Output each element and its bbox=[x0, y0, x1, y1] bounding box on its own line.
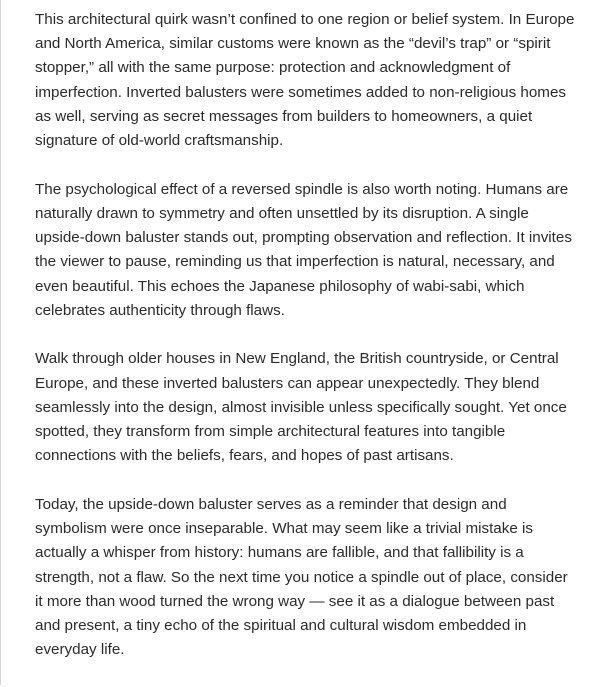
article-body bbox=[35, 8, 575, 687]
paragraph-regional-customs: This architectural quirk wasn’t confined to one region or belief system. In Europe and North America, similar customs were known as the “devil’s trap” or “spirit stopper,” all with the same purpose: protection and acknowledgment of imperfection. Inverted balusters were sometimes added to non-religious homes as well, serving as secret messages from builders to homeowners, a quiet signature of old-world craftsmanship. bbox=[35, 11, 575, 150]
paragraph-older-houses: Walk through older houses in New England, the British countryside, or Central Europe, and these inverted balusters can appear unexpectedly. They blend seamlessly into the design, almost invisible unless specifically sought. Yet once spotted, they transform from simple architectural features into tangible connections with the beliefs, fears, and hopes of past artisans. bbox=[35, 350, 567, 465]
paragraph-conclusion: Today, the upside-down baluster serves as a reminder that design and symbolism were once inseparable. What may seem like a trivial mistake is actually a whisper from history: humans are fallible, and that fallibility is a strength, not a flaw. So the next time you notice a spindle out of place, consider it more than wood turned the wrong way — see it as a dialogue between past and present, a tiny echo of the spiritual and cultural wisdom embedded in everyday life. bbox=[35, 495, 568, 659]
paragraph-psychological-effect: The psychological effect of a reversed spindle is also worth noting. Humans are naturally drawn to symmetry and often unsettled by its disruption. A single upside-down baluster stands out, prompting observation and reflection. It invites the viewer to pause, reminding us that imperfection is natural, necessary, and even beautiful. This echoes the Japanese philosophy of wabi-sabi, which celebrates authenticity through flaws. bbox=[35, 180, 572, 319]
